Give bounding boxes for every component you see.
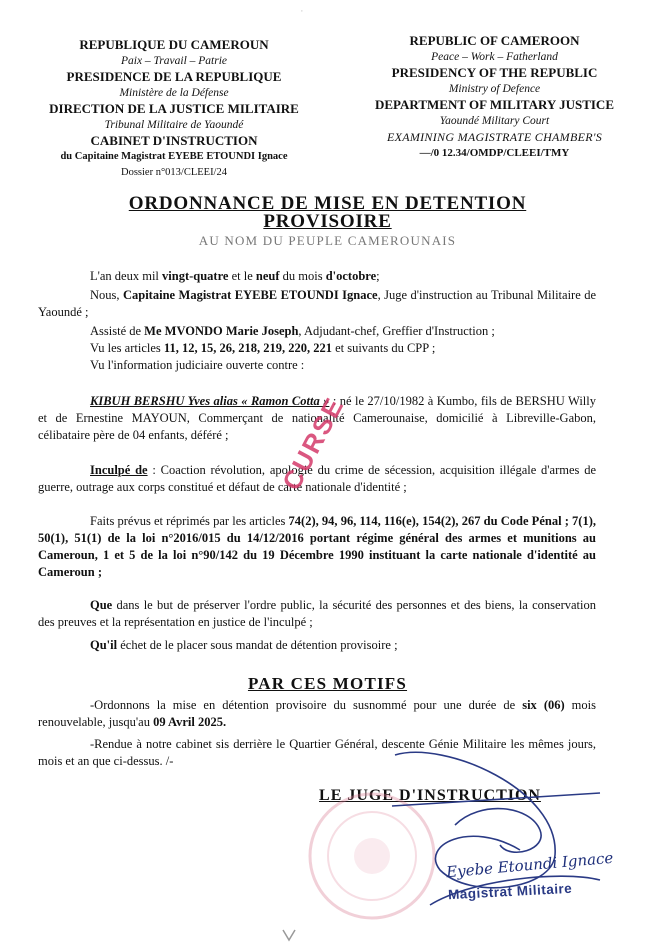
faits-text: Faits prévus et réprimés par les articles bbox=[90, 514, 289, 528]
date-text: et le bbox=[228, 269, 256, 283]
header-right-presidency: PRESIDENCY OF THE REPUBLIC bbox=[391, 65, 598, 80]
ordonnons-text: mois renouvelable, jusqu'au bbox=[38, 698, 596, 729]
judge-name: Capitaine Magistrat EYEBE ETOUNDI Ignace bbox=[122, 288, 378, 302]
header-left-country: REPUBLIQUE DU CAMEROUN bbox=[79, 37, 269, 52]
signature-underline bbox=[392, 793, 600, 806]
signature-name: Eyebe Etoundi Ignace bbox=[445, 848, 614, 882]
date-month: d'octobre bbox=[325, 269, 377, 283]
rendue-paragraph: -Rendue à notre cabinet sis derrière le Quartier Général, descente Génie Militaire les mêmes jours, mois et an que ci-dessus. /- bbox=[38, 737, 596, 768]
accused-details: : né le 27/10/1982 à Kumbo, fils de BERSHU Willy et de Ernestine MAYOUN, Commerçant de nationalité Camerounaise, domicilié à Libreville-Gabon, célibataire père de 04 enfants, déféré ; bbox=[38, 394, 596, 442]
vu-text: Vu les articles bbox=[90, 341, 164, 355]
ordonnons-text: -Ordonnons la mise en détention provisoire du susnommé pour une durée de bbox=[90, 698, 523, 712]
date-day: neuf bbox=[255, 269, 280, 283]
header-right-chamber: EXAMINING MAGISTRATE CHAMBER'S bbox=[386, 130, 603, 144]
date-text: du mois bbox=[279, 269, 326, 283]
que-text: dans le but de préserver l'ordre public, la sécurité des personnes et des biens, la conservation des preuves et la représentation en justice de l'inculpé ; bbox=[38, 598, 596, 629]
header-left-dossier: Dossier n°013/CLEEI/24 bbox=[121, 167, 227, 178]
faits-articles: 74(2), 94, 96, 114, 116(e), 154(2), 267 du Code Pénal ; 7(1), 50(1), 51(1) de la loi n°2016/015 du 14/12/2016 portant régime général des armes et munitions au Cameroun, 1 et 5 de la loi n°90/142 du 19 Décembre 1990 instituant la carte nationale d'identité au Cameroun ; bbox=[38, 514, 597, 579]
vu-info-line: Vu l'information judiciaire ouverte contre : bbox=[90, 358, 305, 372]
quil-text: échet de le placer sous mandat de détention provisoire ; bbox=[117, 638, 398, 652]
header-left-cabinet: CABINET D'INSTRUCTION bbox=[90, 133, 258, 148]
cpp-articles: 11, 12, 15, 26, 218, 219, 220, 221 bbox=[163, 341, 332, 355]
header-left-direction: DIRECTION DE LA JUSTICE MILITAIRE bbox=[49, 101, 299, 116]
end-date: 09 Avril 2025. bbox=[153, 715, 227, 729]
header-left-motto: Paix – Travail – Patrie bbox=[120, 55, 228, 67]
header-right-ministry: Ministry of Defence bbox=[448, 83, 541, 95]
motifs-title: PAR CES MOTIFS bbox=[247, 674, 408, 693]
top-watermark-mark: · bbox=[300, 5, 304, 17]
document-title-line1: ORDONNANCE DE MISE EN DETENTION bbox=[128, 193, 527, 214]
date-text: ; bbox=[376, 269, 380, 283]
header-left-magistrate: du Capitaine Magistrat EYEBE ETOUNDI Ignace bbox=[60, 151, 288, 162]
date-text: L'an deux mil bbox=[90, 269, 163, 283]
nous-text: Nous, bbox=[90, 288, 123, 302]
document-title-line2: PROVISOIRE bbox=[263, 211, 392, 232]
header-right-country: REPUBLIC OF CAMEROON bbox=[409, 33, 580, 48]
header-left-ministry: Ministère de la Défense bbox=[119, 87, 229, 99]
date-year: vingt-quatre bbox=[162, 269, 229, 283]
nous-text: , Juge d'instruction au Tribunal Militaire de Yaoundé ; bbox=[38, 288, 596, 319]
duration: six (06) bbox=[522, 698, 565, 712]
quil-label: Qu'il bbox=[90, 638, 118, 652]
header-right-motto: Peace – Work – Fatherland bbox=[431, 51, 558, 63]
header-left-presidency: PRESIDENCE DE LA REPUBLIQUE bbox=[66, 69, 282, 84]
charges-text: : Coaction révolution, apologie du crime de sécession, acquisition illégale d'armes de guerre, outrage aux corps constitué et défaut de carte nationale d'identité ; bbox=[38, 463, 596, 494]
header-left-tribunal: Tribunal Militaire de Yaoundé bbox=[104, 119, 244, 131]
accused-name: KIBUH BERSHU Yves alias « Ramon Cotta » bbox=[90, 394, 330, 408]
official-seal bbox=[310, 794, 434, 918]
judge-title: LE JUGE D'INSTRUCTION bbox=[319, 787, 541, 804]
vu-text: et suivants du CPP ; bbox=[331, 341, 436, 355]
signature-role: Magistrat Militaire bbox=[447, 880, 573, 903]
header-right-reference: —/0 12.34/OMDP/CLEEI/TMY bbox=[419, 147, 570, 159]
assiste-text: , Adjudant-chef, Greffier d'Instruction ; bbox=[298, 324, 495, 338]
assiste-text: Assisté de bbox=[90, 324, 145, 338]
header-right-department: DEPARTMENT OF MILITARY JUSTICE bbox=[374, 97, 614, 112]
document-subtitle: AU NOM DU PEUPLE CAMEROUNAIS bbox=[198, 233, 457, 248]
header-right-court: Yaoundé Military Court bbox=[439, 115, 550, 127]
stamp-overlay: CURSE bbox=[276, 391, 351, 495]
bottom-mark-icon bbox=[283, 930, 295, 940]
que-label: Que bbox=[90, 598, 113, 612]
charges-label: Inculpé de bbox=[90, 463, 148, 477]
clerk-name: Me MVONDO Marie Joseph bbox=[144, 324, 299, 338]
